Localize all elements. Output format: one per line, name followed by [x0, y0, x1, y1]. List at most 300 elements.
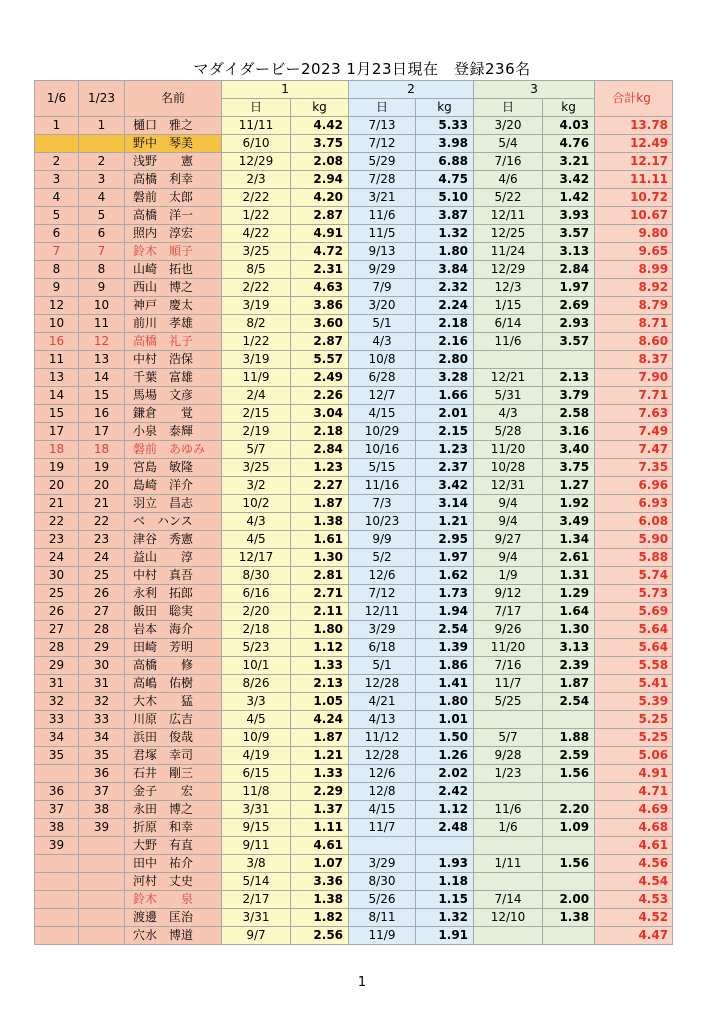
- kg-3-cell: [543, 783, 595, 801]
- date-1-cell: 5/23: [222, 639, 291, 657]
- name-cell: 益山 淳: [125, 549, 222, 567]
- name-cell: 野中 琴美: [125, 135, 222, 153]
- table-row: [35, 603, 673, 621]
- rank-1-6-cell: 22: [35, 513, 79, 531]
- total-cell: 9.80: [595, 225, 673, 243]
- date-1-cell: 10/9: [222, 729, 291, 747]
- rank-1-23-cell: 15: [79, 387, 125, 405]
- rank-1-23-cell: [79, 891, 125, 909]
- kg-2-cell: 1.93: [416, 855, 474, 873]
- total-cell: 7.49: [595, 423, 673, 441]
- rank-1-6-cell: 3: [35, 171, 79, 189]
- name-cell: 山崎 拓也: [125, 261, 222, 279]
- date-2-cell: 9/13: [349, 243, 416, 261]
- date-2-cell: 9/9: [349, 531, 416, 549]
- date-3-cell: 5/25: [474, 693, 543, 711]
- date-3-cell: 5/31: [474, 387, 543, 405]
- date-3-cell: 7/14: [474, 891, 543, 909]
- date-3-cell: [474, 927, 543, 945]
- date-2-cell: 12/11: [349, 603, 416, 621]
- rank-1-23-cell: 5: [79, 207, 125, 225]
- date-2-cell: 7/12: [349, 585, 416, 603]
- date-3-cell: [474, 351, 543, 369]
- table-row: [35, 747, 673, 765]
- date-3-cell: 7/16: [474, 153, 543, 171]
- name-cell: 大木 猛: [125, 693, 222, 711]
- date-2-cell: 5/29: [349, 153, 416, 171]
- date-3-cell: [474, 837, 543, 855]
- kg-1-cell: 1.87: [291, 495, 349, 513]
- kg-1-cell: 2.84: [291, 441, 349, 459]
- rank-1-23-cell: 32: [79, 693, 125, 711]
- total-cell: 6.93: [595, 495, 673, 513]
- kg-1-cell: 1.33: [291, 765, 349, 783]
- rank-1-6-cell: [35, 873, 79, 891]
- date-3-cell: 12/31: [474, 477, 543, 495]
- date-2-cell: 11/12: [349, 729, 416, 747]
- kg-1-cell: 3.75: [291, 135, 349, 153]
- rank-1-6-cell: 15: [35, 405, 79, 423]
- rank-1-23-cell: 33: [79, 711, 125, 729]
- table-row: [35, 783, 673, 801]
- name-cell: 高橋 礼子: [125, 333, 222, 351]
- kg-1-cell: 2.29: [291, 783, 349, 801]
- date-1-cell: 3/25: [222, 243, 291, 261]
- table-row: [35, 441, 673, 459]
- date-1-cell: 3/31: [222, 801, 291, 819]
- table-row: [35, 387, 673, 405]
- ranking-table: [34, 80, 673, 945]
- name-cell: 君塚 幸司: [125, 747, 222, 765]
- name-cell: 高橋 洋一: [125, 207, 222, 225]
- kg-1-cell: 1.23: [291, 459, 349, 477]
- kg-1-cell: 2.13: [291, 675, 349, 693]
- date-2-cell: 5/26: [349, 891, 416, 909]
- rank-1-6-cell: 34: [35, 729, 79, 747]
- header-kg-3: kg: [543, 99, 595, 117]
- header-group-1: 1: [222, 81, 349, 99]
- kg-3-cell: 1.97: [543, 279, 595, 297]
- table-row: [35, 279, 673, 297]
- date-1-cell: 6/10: [222, 135, 291, 153]
- table-row: [35, 225, 673, 243]
- total-cell: 7.47: [595, 441, 673, 459]
- date-1-cell: 3/8: [222, 855, 291, 873]
- total-cell: 5.64: [595, 639, 673, 657]
- kg-1-cell: 2.18: [291, 423, 349, 441]
- date-1-cell: 3/19: [222, 351, 291, 369]
- rank-1-6-cell: 28: [35, 639, 79, 657]
- kg-1-cell: 2.08: [291, 153, 349, 171]
- kg-2-cell: 1.50: [416, 729, 474, 747]
- table-row: [35, 153, 673, 171]
- date-2-cell: 10/8: [349, 351, 416, 369]
- date-3-cell: 5/22: [474, 189, 543, 207]
- table-row: [35, 189, 673, 207]
- rank-1-23-cell: 8: [79, 261, 125, 279]
- rank-1-6-cell: 31: [35, 675, 79, 693]
- kg-2-cell: 1.73: [416, 585, 474, 603]
- total-cell: 5.74: [595, 567, 673, 585]
- name-cell: 折原 和幸: [125, 819, 222, 837]
- kg-2-cell: 1.62: [416, 567, 474, 585]
- rank-1-23-cell: 29: [79, 639, 125, 657]
- table-row: [35, 261, 673, 279]
- rank-1-23-cell: 31: [79, 675, 125, 693]
- date-2-cell: 10/16: [349, 441, 416, 459]
- rank-1-6-cell: 14: [35, 387, 79, 405]
- date-1-cell: 1/22: [222, 333, 291, 351]
- kg-3-cell: 2.59: [543, 747, 595, 765]
- rank-1-6-cell: 16: [35, 333, 79, 351]
- table-row: [35, 297, 673, 315]
- kg-1-cell: 2.87: [291, 333, 349, 351]
- table-row: [35, 513, 673, 531]
- date-1-cell: 2/17: [222, 891, 291, 909]
- total-cell: 8.71: [595, 315, 673, 333]
- name-cell: 浜田 俊哉: [125, 729, 222, 747]
- date-3-cell: 9/4: [474, 513, 543, 531]
- date-1-cell: 2/20: [222, 603, 291, 621]
- name-cell: 小泉 泰輝: [125, 423, 222, 441]
- header-kg-1: kg: [291, 99, 349, 117]
- rank-1-6-cell: 17: [35, 423, 79, 441]
- rank-1-6-cell: 13: [35, 369, 79, 387]
- kg-2-cell: 2.24: [416, 297, 474, 315]
- rank-1-23-cell: 4: [79, 189, 125, 207]
- header-date-1: 日: [222, 99, 291, 117]
- table-row: [35, 873, 673, 891]
- total-cell: 4.68: [595, 819, 673, 837]
- name-cell: 羽立 昌志: [125, 495, 222, 513]
- kg-3-cell: 3.13: [543, 639, 595, 657]
- kg-2-cell: 1.18: [416, 873, 474, 891]
- date-2-cell: 4/13: [349, 711, 416, 729]
- date-1-cell: 8/26: [222, 675, 291, 693]
- rank-1-23-cell: 30: [79, 657, 125, 675]
- total-cell: 5.73: [595, 585, 673, 603]
- name-cell: 西山 博之: [125, 279, 222, 297]
- kg-3-cell: 3.16: [543, 423, 595, 441]
- kg-2-cell: 2.32: [416, 279, 474, 297]
- date-2-cell: 12/8: [349, 783, 416, 801]
- kg-2-cell: 1.86: [416, 657, 474, 675]
- total-cell: 7.63: [595, 405, 673, 423]
- date-2-cell: 11/7: [349, 819, 416, 837]
- total-cell: 5.64: [595, 621, 673, 639]
- rank-1-23-cell: 6: [79, 225, 125, 243]
- date-1-cell: 9/7: [222, 927, 291, 945]
- date-2-cell: 11/9: [349, 927, 416, 945]
- date-2-cell: 5/1: [349, 315, 416, 333]
- date-1-cell: 4/5: [222, 711, 291, 729]
- table-row: [35, 657, 673, 675]
- rank-1-6-cell: 25: [35, 585, 79, 603]
- date-1-cell: 6/16: [222, 585, 291, 603]
- rank-1-23-cell: [79, 873, 125, 891]
- date-2-cell: 4/21: [349, 693, 416, 711]
- date-2-cell: 5/2: [349, 549, 416, 567]
- rank-1-6-cell: 24: [35, 549, 79, 567]
- kg-3-cell: 3.13: [543, 243, 595, 261]
- kg-3-cell: 1.56: [543, 765, 595, 783]
- date-2-cell: 5/1: [349, 657, 416, 675]
- kg-3-cell: 2.13: [543, 369, 595, 387]
- page-title: マダイダービー2023 1月23日現在 登録236名: [193, 60, 531, 78]
- date-1-cell: 5/14: [222, 873, 291, 891]
- name-cell: 高橋 修: [125, 657, 222, 675]
- name-cell: 川原 広吉: [125, 711, 222, 729]
- rank-1-6-cell: [35, 927, 79, 945]
- kg-3-cell: [543, 837, 595, 855]
- kg-3-cell: 3.93: [543, 207, 595, 225]
- date-1-cell: 2/3: [222, 171, 291, 189]
- rank-1-23-cell: 35: [79, 747, 125, 765]
- date-1-cell: 6/15: [222, 765, 291, 783]
- kg-1-cell: 4.63: [291, 279, 349, 297]
- header-total: 合計kg: [595, 81, 673, 117]
- rank-1-6-cell: [35, 135, 79, 153]
- kg-3-cell: 1.09: [543, 819, 595, 837]
- kg-1-cell: 1.80: [291, 621, 349, 639]
- kg-2-cell: 1.26: [416, 747, 474, 765]
- kg-2-cell: 2.54: [416, 621, 474, 639]
- date-2-cell: 6/28: [349, 369, 416, 387]
- rank-1-6-cell: [35, 909, 79, 927]
- total-cell: 6.96: [595, 477, 673, 495]
- total-cell: 8.79: [595, 297, 673, 315]
- name-cell: 鎌倉 覚: [125, 405, 222, 423]
- header-date-3: 日: [474, 99, 543, 117]
- kg-1-cell: 4.42: [291, 117, 349, 135]
- table-row: [35, 171, 673, 189]
- total-cell: 6.08: [595, 513, 673, 531]
- date-3-cell: 10/28: [474, 459, 543, 477]
- kg-3-cell: 3.57: [543, 225, 595, 243]
- name-cell: 津谷 秀憲: [125, 531, 222, 549]
- rank-1-23-cell: 1: [79, 117, 125, 135]
- name-cell: 磐前 あゆみ: [125, 441, 222, 459]
- header-kg-2: kg: [416, 99, 474, 117]
- date-2-cell: [349, 837, 416, 855]
- date-3-cell: 12/25: [474, 225, 543, 243]
- name-cell: 石井 剛三: [125, 765, 222, 783]
- table-row: [35, 765, 673, 783]
- kg-1-cell: 4.91: [291, 225, 349, 243]
- rank-1-6-cell: 2: [35, 153, 79, 171]
- table-row: [35, 837, 673, 855]
- name-cell: 磐前 太郎: [125, 189, 222, 207]
- total-cell: 8.99: [595, 261, 673, 279]
- table-row: [35, 351, 673, 369]
- table-row: [35, 801, 673, 819]
- table-row: [35, 477, 673, 495]
- date-2-cell: 3/29: [349, 621, 416, 639]
- rank-1-6-cell: [35, 765, 79, 783]
- date-3-cell: 9/28: [474, 747, 543, 765]
- kg-1-cell: 2.27: [291, 477, 349, 495]
- total-cell: 7.71: [595, 387, 673, 405]
- kg-2-cell: 1.91: [416, 927, 474, 945]
- date-3-cell: 9/27: [474, 531, 543, 549]
- kg-2-cell: 1.12: [416, 801, 474, 819]
- kg-3-cell: 3.75: [543, 459, 595, 477]
- kg-1-cell: 4.61: [291, 837, 349, 855]
- rank-1-6-cell: 19: [35, 459, 79, 477]
- rank-1-6-cell: 23: [35, 531, 79, 549]
- total-cell: 11.11: [595, 171, 673, 189]
- kg-1-cell: 3.60: [291, 315, 349, 333]
- total-cell: 4.61: [595, 837, 673, 855]
- kg-2-cell: 2.18: [416, 315, 474, 333]
- name-cell: 河村 丈史: [125, 873, 222, 891]
- kg-1-cell: 1.82: [291, 909, 349, 927]
- name-cell: 岩本 海介: [125, 621, 222, 639]
- date-2-cell: 4/3: [349, 333, 416, 351]
- kg-1-cell: 1.37: [291, 801, 349, 819]
- date-1-cell: 2/15: [222, 405, 291, 423]
- rank-1-6-cell: 7: [35, 243, 79, 261]
- date-2-cell: 11/16: [349, 477, 416, 495]
- date-1-cell: 8/2: [222, 315, 291, 333]
- date-1-cell: 9/15: [222, 819, 291, 837]
- date-2-cell: 10/29: [349, 423, 416, 441]
- total-cell: 5.39: [595, 693, 673, 711]
- date-3-cell: 11/24: [474, 243, 543, 261]
- total-cell: 8.60: [595, 333, 673, 351]
- kg-1-cell: 2.26: [291, 387, 349, 405]
- total-cell: 4.53: [595, 891, 673, 909]
- rank-1-6-cell: 30: [35, 567, 79, 585]
- date-2-cell: 7/28: [349, 171, 416, 189]
- rank-1-6-cell: 21: [35, 495, 79, 513]
- kg-1-cell: 2.81: [291, 567, 349, 585]
- kg-1-cell: 3.86: [291, 297, 349, 315]
- kg-3-cell: 2.39: [543, 657, 595, 675]
- kg-2-cell: 2.42: [416, 783, 474, 801]
- rank-1-23-cell: 11: [79, 315, 125, 333]
- kg-3-cell: 2.93: [543, 315, 595, 333]
- kg-3-cell: 3.40: [543, 441, 595, 459]
- rank-1-6-cell: 12: [35, 297, 79, 315]
- kg-1-cell: 2.49: [291, 369, 349, 387]
- date-3-cell: [474, 711, 543, 729]
- kg-1-cell: 2.56: [291, 927, 349, 945]
- rank-1-6-cell: 8: [35, 261, 79, 279]
- kg-1-cell: 1.21: [291, 747, 349, 765]
- date-1-cell: 11/8: [222, 783, 291, 801]
- date-1-cell: 2/22: [222, 189, 291, 207]
- rank-1-6-cell: [35, 891, 79, 909]
- kg-1-cell: 2.11: [291, 603, 349, 621]
- rank-1-6-cell: 26: [35, 603, 79, 621]
- date-3-cell: 11/6: [474, 333, 543, 351]
- table-row: [35, 207, 673, 225]
- date-3-cell: 3/20: [474, 117, 543, 135]
- kg-2-cell: 2.48: [416, 819, 474, 837]
- total-cell: 8.92: [595, 279, 673, 297]
- table-row: [35, 135, 673, 153]
- kg-3-cell: 1.30: [543, 621, 595, 639]
- kg-2-cell: 2.80: [416, 351, 474, 369]
- date-3-cell: 1/15: [474, 297, 543, 315]
- kg-3-cell: 1.34: [543, 531, 595, 549]
- date-3-cell: 5/7: [474, 729, 543, 747]
- date-1-cell: 2/18: [222, 621, 291, 639]
- rank-1-6-cell: 11: [35, 351, 79, 369]
- rank-1-23-cell: 27: [79, 603, 125, 621]
- kg-2-cell: [416, 837, 474, 855]
- date-3-cell: [474, 873, 543, 891]
- kg-1-cell: 2.31: [291, 261, 349, 279]
- total-cell: 5.25: [595, 711, 673, 729]
- kg-3-cell: 1.64: [543, 603, 595, 621]
- date-1-cell: 2/19: [222, 423, 291, 441]
- kg-3-cell: 2.54: [543, 693, 595, 711]
- total-cell: 9.65: [595, 243, 673, 261]
- name-cell: 鈴木 順子: [125, 243, 222, 261]
- table-row: [35, 495, 673, 513]
- rank-1-6-cell: [35, 855, 79, 873]
- date-3-cell: 12/3: [474, 279, 543, 297]
- table-row: [35, 117, 673, 135]
- date-2-cell: 7/3: [349, 495, 416, 513]
- kg-2-cell: 3.84: [416, 261, 474, 279]
- kg-2-cell: 6.88: [416, 153, 474, 171]
- kg-2-cell: 1.23: [416, 441, 474, 459]
- date-3-cell: 9/12: [474, 585, 543, 603]
- table-row: [35, 711, 673, 729]
- date-2-cell: 4/15: [349, 801, 416, 819]
- total-cell: 10.67: [595, 207, 673, 225]
- name-cell: 渡邊 匡治: [125, 909, 222, 927]
- kg-1-cell: 1.33: [291, 657, 349, 675]
- date-2-cell: 8/11: [349, 909, 416, 927]
- rank-1-23-cell: 10: [79, 297, 125, 315]
- date-2-cell: 12/28: [349, 747, 416, 765]
- total-cell: 7.90: [595, 369, 673, 387]
- date-2-cell: 9/29: [349, 261, 416, 279]
- rank-1-23-cell: [79, 135, 125, 153]
- rank-1-23-cell: 26: [79, 585, 125, 603]
- table-row: [35, 621, 673, 639]
- header-rank-1-23: 1/23: [79, 81, 125, 117]
- kg-3-cell: 1.88: [543, 729, 595, 747]
- kg-2-cell: 4.75: [416, 171, 474, 189]
- date-2-cell: 12/6: [349, 765, 416, 783]
- name-cell: 樋口 雅之: [125, 117, 222, 135]
- rank-1-6-cell: 1: [35, 117, 79, 135]
- rank-1-6-cell: 39: [35, 837, 79, 855]
- date-1-cell: 4/22: [222, 225, 291, 243]
- date-3-cell: 11/6: [474, 801, 543, 819]
- table-row: [35, 243, 673, 261]
- kg-2-cell: 2.16: [416, 333, 474, 351]
- rank-1-23-cell: 21: [79, 495, 125, 513]
- date-2-cell: 8/30: [349, 873, 416, 891]
- name-cell: 高橋 利幸: [125, 171, 222, 189]
- kg-3-cell: [543, 351, 595, 369]
- kg-1-cell: 1.38: [291, 513, 349, 531]
- date-1-cell: 11/9: [222, 369, 291, 387]
- kg-3-cell: 1.42: [543, 189, 595, 207]
- date-3-cell: 4/6: [474, 171, 543, 189]
- rank-1-6-cell: 29: [35, 657, 79, 675]
- kg-2-cell: 1.15: [416, 891, 474, 909]
- date-1-cell: 3/3: [222, 693, 291, 711]
- rank-1-6-cell: 4: [35, 189, 79, 207]
- kg-3-cell: [543, 873, 595, 891]
